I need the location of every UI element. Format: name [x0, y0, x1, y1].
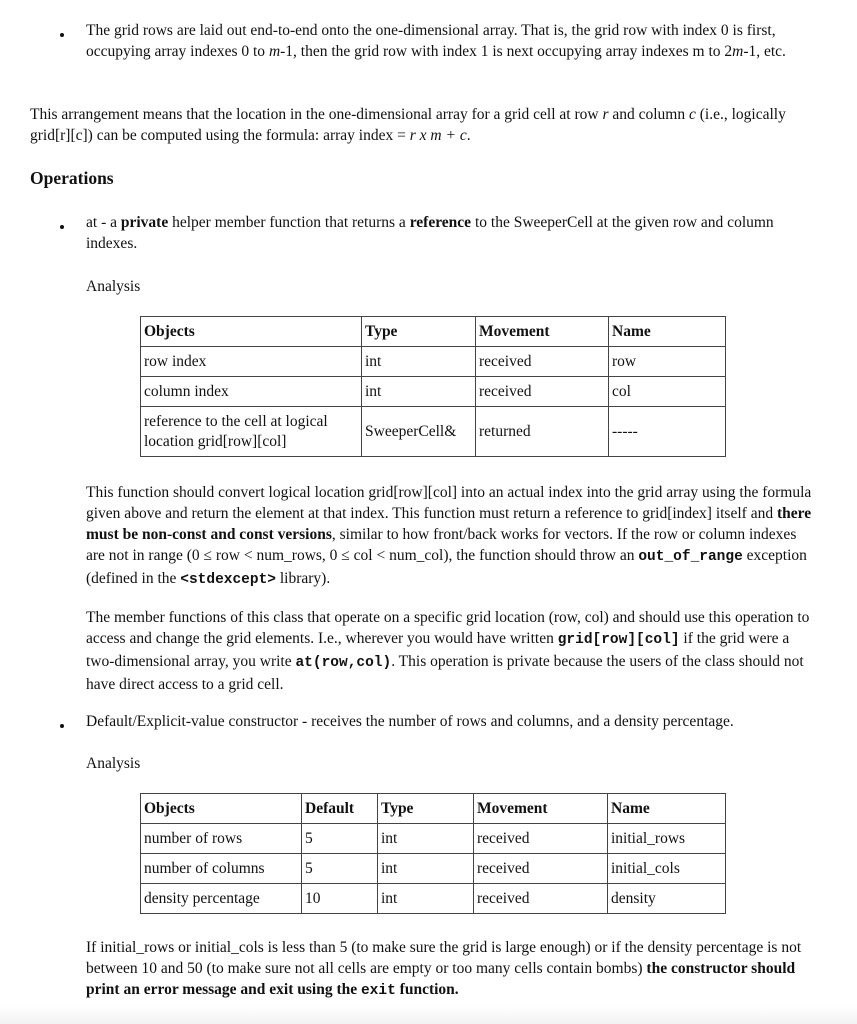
cell: initial_cols — [608, 854, 726, 884]
cell: returned — [476, 407, 609, 457]
cell: number of rows — [141, 824, 302, 854]
convert-paragraph: This function should convert logical location grid[row][col] into an actual index into the grid array using the formula given above and return the element at that index. This function must return a reference to grid[index] itself and there must be non-const and const versions, similar to how front/back works for vectors. If the row or column indexes are not in range (0 ≤ row < num_rows, 0 ≤ col < num_col), the function should throw an out_of_range exception (defined in the <stdexcept> library). — [86, 484, 812, 588]
cell: received — [474, 884, 608, 914]
cell: reference to the cell at logical location grid[row][col] — [141, 407, 362, 457]
header-name: Name — [609, 317, 726, 347]
bullet-dot — [60, 33, 64, 37]
header-type: Type — [378, 794, 474, 824]
header-objects: Objects — [141, 317, 362, 347]
cell: int — [378, 884, 474, 914]
member-functions-paragraph: The member functions of this class that operate on a specific grid location (row, col) and should use this operation to access and change the grid elements. I.e., wherever you would have written grid[row][col] if the grid were a two-dimensional array, you write at(row,col). This operation is private because the users of the class should not have direct access to a grid cell. — [86, 609, 810, 693]
cell: received — [474, 854, 608, 884]
at-op-description: at - a private helper member function that returns a reference to the SweeperCell at the given row and column indexes. — [86, 214, 774, 252]
cell: int — [362, 377, 476, 407]
cell: int — [378, 824, 474, 854]
header-movement: Movement — [476, 317, 609, 347]
table-header-row — [141, 317, 726, 347]
cell: column index — [141, 377, 362, 407]
cell: int — [378, 854, 474, 884]
validation-paragraph: If initial_rows or initial_cols is less than 5 (to make sure the grid is large enough) or if the density percentage is not between 10 and 50 (to make sure not all cells are empty or too many cells contain bombs) the constructor should print an error message and exit using the exit function. — [86, 939, 802, 999]
arrangement-paragraph: This arrangement means that the location in the one-dimensional array for a grid cell at row r and column c (i.e., logically grid[r][c]) can be computed using the formula: array index = r x m + c. — [30, 106, 786, 144]
cell: 10 — [302, 884, 378, 914]
cell: int — [362, 347, 476, 377]
analysis-table-constructor — [140, 793, 726, 914]
bullet-dot — [60, 724, 64, 728]
cell: density — [608, 884, 726, 914]
cell: 5 — [302, 854, 378, 884]
operations-heading: Operations — [30, 168, 114, 188]
table-row — [141, 407, 726, 457]
cell: 5 — [302, 824, 378, 854]
table-row — [141, 884, 726, 914]
table-row — [141, 347, 726, 377]
cell: initial_rows — [608, 824, 726, 854]
header-objects: Objects — [141, 794, 302, 824]
table-row — [141, 824, 726, 854]
constructor-bullet-text: Default/Explicit-value constructor - receives the number of rows and columns, and a density percentage. — [86, 713, 734, 730]
cell: received — [474, 824, 608, 854]
cell: row index — [141, 347, 362, 377]
cell: density percentage — [141, 884, 302, 914]
table-header-row — [141, 794, 726, 824]
cell: ----- — [609, 407, 726, 457]
analysis-table-at — [140, 316, 726, 457]
header-default: Default — [302, 794, 378, 824]
header-movement: Movement — [474, 794, 608, 824]
bullet-dot — [60, 225, 64, 229]
cell: col — [609, 377, 726, 407]
cell: received — [476, 347, 609, 377]
cell: received — [476, 377, 609, 407]
header-type: Type — [362, 317, 476, 347]
cell: SweeperCell& — [362, 407, 476, 457]
cell: number of columns — [141, 854, 302, 884]
header-name: Name — [608, 794, 726, 824]
cell: row — [609, 347, 726, 377]
page-bottom-shade — [0, 1006, 857, 1024]
table-row — [141, 854, 726, 884]
analysis-label: Analysis — [86, 278, 141, 295]
table-row — [141, 377, 726, 407]
intro-bullet-text: The grid rows are laid out end-to-end onto the one-dimensional array. That is, the grid row with index 0 is first, occupying array indexes 0 to m-1, then the grid row with index 1 is next occupying array indexes m to 2m-1, etc. — [86, 22, 786, 60]
analysis-label: Analysis — [86, 755, 141, 772]
